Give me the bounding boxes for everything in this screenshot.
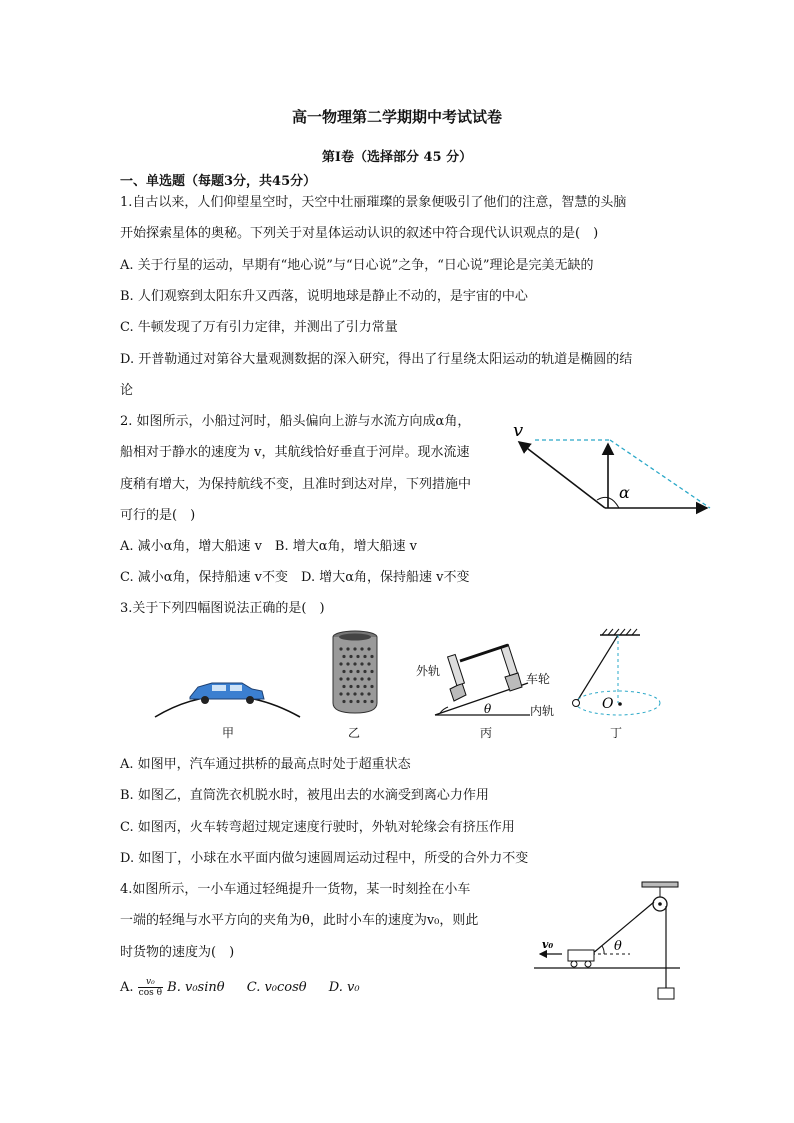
q4-stem-line-1: 4.如图所示，一小车通过轻绳提升一货物，某一时刻拴在小车: [120, 882, 471, 897]
drum-hole: [353, 677, 356, 680]
q1-stem-line-1: 1.自古以来，人们仰望星空时，天空中壮丽璀璨的景象便吸引了他们的注意，智慧的头脑: [120, 195, 627, 210]
q4-stem-line-3: 时货物的速度为( ): [120, 945, 235, 960]
drum-hole: [367, 662, 370, 665]
v-label: v: [513, 420, 524, 441]
v0-label: v₀: [542, 938, 554, 951]
drum-hole: [346, 677, 349, 680]
pendulum-ball: [573, 700, 580, 707]
q4-option-c: C. v₀cosθ: [246, 980, 307, 995]
section-heading: 一、单选题（每题3分，共45分）: [120, 174, 317, 189]
q3-option-b: B. 如图乙，直筒洗衣机脱水时，被甩出去的水滴受到离心力作用: [120, 788, 489, 803]
drum-hole: [356, 655, 359, 658]
drum-hole: [342, 655, 345, 658]
q4-stem-line-2: 一端的轻绳与水平方向的夹角为θ，此时小车的速度为v₀，则此: [120, 913, 479, 928]
q2-options-cd: C. 减小α角，保持船速 v不变 D. 增大α角，保持船速 v不变: [120, 570, 470, 585]
q4-option-b: B. v₀sinθ: [167, 980, 225, 995]
theta-label-q4: θ: [614, 939, 622, 954]
q4-option-a-label: A.: [120, 980, 134, 995]
q3-figures: [150, 625, 710, 745]
q3-option-a: A. 如图甲，汽车通过拱桥的最高点时处于超重状态: [120, 757, 411, 772]
q4-option-a-fraction: [138, 977, 163, 998]
drum-hole: [360, 647, 363, 650]
q4-options: [120, 976, 360, 1000]
figure-bing-train-rails: [416, 644, 554, 718]
drum-hole: [339, 692, 342, 695]
car-wheel-rear: [246, 696, 254, 704]
drum-hole: [360, 692, 363, 695]
outer-rail-label: 外轨: [416, 664, 441, 678]
drum-hole: [363, 670, 366, 673]
cargo-box: [658, 988, 674, 999]
drum-hole: [363, 685, 366, 688]
q1-option-b: B. 人们观察到太阳东升又西落，说明地球是静止不动的，是宇宙的中心: [120, 289, 528, 304]
q3-option-d: D. 如图丁，小球在水平面内做匀速圆周运动过程中，所受的合外力不变: [120, 851, 529, 866]
drum-hole: [346, 692, 349, 695]
drum-hole: [367, 647, 370, 650]
caption-ding: 丁: [610, 726, 623, 740]
rope-slant: [592, 902, 654, 954]
q3-stem: 3.关于下列四幅图说法正确的是( ): [120, 601, 325, 616]
drum-hole: [342, 700, 345, 703]
drum-hole: [353, 662, 356, 665]
pulley-cart-figure: [532, 880, 682, 1005]
q2-stem-line-3: 度稍有增大，为保持航线不变，且准时到达对岸，下列措施中: [120, 477, 472, 492]
drum-hole: [370, 685, 373, 688]
page-title: 高一物理第二学期期中考试试卷: [291, 108, 502, 126]
q1-option-c: C. 牛顿发现了万有引力定律，并测出了引力常量: [120, 320, 398, 335]
car-body: [190, 683, 264, 699]
drum-hole: [349, 685, 352, 688]
q2-stem-line-2: 船相对于静水的速度为 v，其航线恰好垂直于河岸。现水流速: [120, 445, 470, 460]
drum-hole: [360, 677, 363, 680]
q1-option-d: D. 开普勒通过对第谷大量观测数据的深入研究，得出了行星绕太阳运动的轨道是椭圆的结: [120, 352, 633, 367]
q1-option-a: A. 关于行星的运动，早期有“地心说”与“日心说”之争，“日心说”理论是完美无缺的: [120, 258, 594, 273]
drum-hole: [346, 662, 349, 665]
q4-option-a-denominator: cos θ: [138, 988, 163, 998]
drum-hole: [356, 670, 359, 673]
drum-hole: [339, 662, 342, 665]
drum-hole: [360, 662, 363, 665]
drum-hole: [339, 677, 342, 680]
drum-hole: [370, 700, 373, 703]
part-heading: 第Ⅰ卷（选择部分 45 分）: [321, 150, 473, 165]
q2-options-ab: A. 减小α角，增大船速 v B. 增大α角，增大船速 v: [120, 539, 417, 554]
drum-hole: [370, 670, 373, 673]
q2-stem-line-4: 可行的是( ): [120, 508, 196, 523]
caption-yi: 乙: [348, 726, 361, 740]
figure-yi-washing-drum: [333, 631, 377, 713]
caption-bing: 丙: [480, 726, 493, 740]
alpha-label: α: [619, 483, 630, 502]
cart-body: [568, 950, 594, 961]
q4-option-d: D. v₀: [328, 980, 360, 995]
drum-hole: [353, 692, 356, 695]
q1-stem-line-2: 开始探索星体的奥秘。下列关于对星体运动认识的叙述中符合现代认识观点的是( ): [120, 226, 599, 241]
q4-option-a-numerator: v₀: [138, 977, 163, 988]
drum-hole: [370, 655, 373, 658]
drum-hole: [349, 670, 352, 673]
center-o-label: O: [602, 696, 614, 712]
drum-hole: [363, 700, 366, 703]
drum-hole: [342, 670, 345, 673]
figure-jia-car-on-bridge: [155, 683, 300, 717]
boat-velocity-figure: [505, 420, 715, 520]
q3-option-c: C. 如图丙，火车转弯超过规定速度行驶时，外轨对轮缘会有挤压作用: [120, 820, 515, 835]
caption-jia: 甲: [222, 726, 235, 740]
drum-hole: [346, 647, 349, 650]
figure-ding-conical-pendulum: [573, 629, 661, 715]
drum-hole: [363, 655, 366, 658]
q1-option-d-cont: 论: [120, 383, 134, 398]
q2-stem-line-1: 2. 如图所示，小船过河时，船头偏向上游与水流方向成α角，: [120, 414, 471, 429]
boat-velocity-arrow: [519, 442, 605, 508]
drum-hole: [349, 655, 352, 658]
car-wheel-front: [201, 696, 209, 704]
theta-label: θ: [484, 702, 492, 716]
drum-hole: [367, 692, 370, 695]
drum-hole: [356, 685, 359, 688]
drum-hole: [367, 677, 370, 680]
drum-hole: [349, 700, 352, 703]
drum-hole: [353, 647, 356, 650]
drum-hole: [342, 685, 345, 688]
wheel-label: 车轮: [526, 672, 551, 686]
drum-hole: [356, 700, 359, 703]
inner-rail-label: 内轨: [530, 704, 555, 718]
drum-hole: [339, 647, 342, 650]
